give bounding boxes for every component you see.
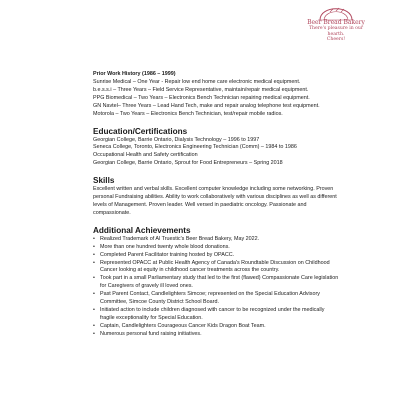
achievement-item — [93, 275, 383, 291]
achievement-item — [93, 307, 383, 323]
achievement-text: Cancer looking at equity in childhood cancer treatments across the country. — [100, 267, 280, 274]
achievement-text: • More than one hundred twenty whole blood donations. — [100, 243, 230, 250]
achievement-item — [93, 236, 383, 244]
education-item: Occupational Health and Safety certification — [93, 152, 198, 159]
resume-content — [93, 70, 383, 339]
prior-work-item: b.e.s.s.i – Three Years – Field Service Representative, maintain/repair medical equipment. — [93, 86, 309, 93]
skills-line: compassionate. — [93, 209, 131, 216]
achievement-text: fragile exceptionality for Special Education. — [100, 314, 203, 321]
logo-tagline: There's pleasure in our hearth. — [308, 26, 364, 37]
education-heading: Education/Certifications — [93, 126, 188, 136]
skills-paragraph — [93, 186, 383, 218]
logo-name: Beer Bread Bakery — [307, 19, 365, 26]
education-item: Georgian College, Barrie Ontario, Sprout for Food Entrepreneurs – Spring 2018 — [93, 160, 283, 167]
prior-work-item: Motorola – Two Years – Electronics Bench Technician, test/repair mobile radios. — [93, 110, 283, 117]
achievements-heading: Additional Achievements — [93, 225, 191, 235]
achievement-item — [93, 291, 383, 307]
achievement-text: • Captain, Candlelighters Courageous Cancer Kids Dragon Boat Team. — [100, 322, 266, 329]
achievements-list — [93, 236, 383, 339]
achievement-text: • Realized Trademark of Al Truestic's Beer Bread Bakery, May 2022. — [100, 235, 260, 242]
bakery-logo — [306, 0, 366, 44]
education-section — [93, 126, 383, 169]
prior-work-item: Sunrise Medical – One Year - Repair low end home care electronic medical equipment. — [93, 79, 301, 85]
achievement-text: • Represented OPACC at Public Health Agency of Canada's Roundtable Discussion on Childhood — [100, 259, 330, 266]
achievements-section — [93, 225, 383, 339]
achievement-text: • Numerous personal fund raising initiatives. — [100, 330, 202, 337]
achievement-text: • Completed Parent Facilitator training hosted by OPACC. — [100, 251, 235, 258]
skills-line: personal Fundraising abilities. Ability to work collaboratively with various disciplines as well as different — [93, 194, 337, 201]
achievement-item — [93, 252, 383, 260]
education-item: Seneca College, Toronto, Electronics Engineering Technician (Comm) – 1984 to 1986 — [93, 144, 297, 151]
logo-tagline-2: Cheers! — [326, 37, 346, 42]
achievement-text: Committee, Simcoe County District School Board. — [100, 299, 219, 306]
achievement-text: • Past Parent Contact, Candlelighters Simcoe; represented on the Special Education Advisory — [100, 291, 320, 298]
prior-work-section — [93, 70, 383, 119]
achievement-text: for Caregivers of gravely ill loved ones. — [100, 283, 193, 290]
skills-line: levels of Management. Proven leader. Well versed in paediatric oncology. Passionate and — [93, 201, 307, 208]
achievement-item — [93, 260, 383, 276]
prior-work-item: PPG Biomedical – Two Years – Electronics Bench Technician repairing medical equipment. — [93, 94, 310, 101]
skills-heading: Skills — [93, 176, 115, 186]
skills-section — [93, 175, 383, 218]
education-item: Georgian College, Barrie Ontario, Dialysis Technology – 1996 to 1997 — [93, 136, 260, 143]
achievement-item — [93, 331, 383, 339]
achievement-text: • Took part in a small Parliamentary study that led to the first (flawed) Compassionate Care legislation — [100, 275, 339, 282]
achievement-item — [93, 244, 383, 252]
achievement-text: • Initiated action to include children diagnosed with cancer to be recognized under the medically — [100, 306, 325, 313]
prior-work-item: GN Navtel– Three Years – Lead Hand Tech, make and repair analog telephone test equipment. — [93, 102, 320, 109]
prior-work-title: Prior Work History (1986 – 1999) — [93, 71, 176, 77]
achievement-item — [93, 323, 383, 331]
skills-line: Excellent written and verbal skills. Excellent computer knowledge including some networking. Proven — [93, 186, 334, 193]
